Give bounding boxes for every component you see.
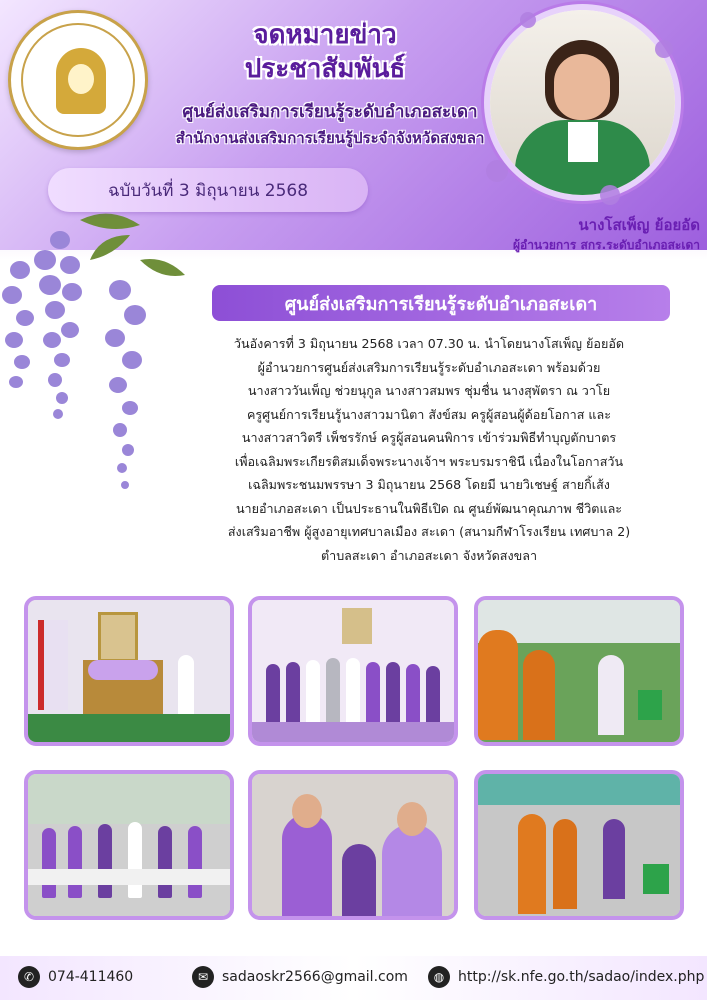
phone-icon: ✆ [18,966,40,988]
event-photo [474,770,684,920]
flower-decoration [600,185,620,205]
issue-date: ฉบับวันที่ 3 มิถุนายน 2568 [48,168,368,212]
article-line: นายอำเภอสะเดา เป็นประธานในพิธีเปิด ณ ศูนย์พัฒนาคุณภาพ ชีวิตและ [235,500,623,516]
director-name: นางโสเพ็ญ ย้อยอัด [578,216,700,234]
newsletter-title: จดหมายข่าว [253,20,397,50]
event-photo [24,596,234,746]
office-name: สำนักงานส่งเสริมการเรียนรู้ประจำจังหวัดสงขลา [175,129,485,147]
event-photo [248,770,458,920]
email-contact [192,966,408,988]
event-photo [24,770,234,920]
article-body [160,332,698,567]
director-portrait [490,10,675,195]
globe-icon: ◍ [428,966,450,988]
newsletter-title-2: ประชาสัมพันธ์ [244,54,406,84]
event-photo [474,596,684,746]
website-link[interactable]: http://sk.nfe.go.th/sadao/index.php [458,969,705,985]
director-position: ผู้อำนวยการ สกร.ระดับอำเภอสะเดา [512,238,700,252]
flower-decoration [655,40,673,58]
center-name: ศูนย์ส่งเสริมการเรียนรู้ระดับอำเภอสะเดา [182,102,478,122]
phone-contact [18,966,133,988]
article-line: ผู้อำนวยการศูนย์ส่งเสริมการเรียนรู้ระดับอำเภอสะเดา พร้อมด้วย [257,359,601,375]
article-line: ส่งเสริมอาชีพ ผู้สูงอายุเทศบาลเมือง สะเดา (สนามกีฬาโรงเรียน เทศบาล 2) [227,524,631,539]
email-address[interactable]: sadaoskr2566@gmail.com [222,969,408,985]
article-line: วันอังคารที่ 3 มิถุนายน 2568 เวลา 07.30 น. นำโดยนางโสเพ็ญ ย้อยอัด [233,336,625,351]
article-line: เฉลิมพระชนมพรรษา 3 มิถุนายน 2568 โดยมี นายวิเชษฐ์ สายกิ้เส้ง [248,477,610,492]
article-line: นางสาวสาวิตรี เพ็ชรรักษ์ ครูผู้สอนคนพิการ เข้าร่วมพิธีทำบุญตักบาตร [241,430,617,445]
contact-footer [0,956,707,1000]
article-headline: ศูนย์ส่งเสริมการเรียนรู้ระดับอำเภอสะเดา [212,285,670,321]
website-contact [428,966,704,988]
article-line: นางสาววันเพ็ญ ช่วยนุกูล นางสาวสมพร ชุ่มชื่น นางสุพัตรา ณ วาโย [247,383,611,398]
article-line: ครูศูนย์การเรียนรู้นางสาวมานิตา สังข์สม ครูผู้สอนผู้ด้อยโอกาส และ [246,406,612,422]
event-photo [248,596,458,746]
phone-number: 074-411460 [48,969,134,985]
flower-decoration [486,160,508,182]
photo-gallery [24,596,684,920]
flower-decoration [520,12,536,28]
article-line: เพื่อเฉลิมพระเกียรติสมเด็จพระนางเจ้าฯ พระบรมราชินี เนื่องในโอกาสวัน [234,453,624,469]
email-icon: ✉ [192,966,214,988]
article-line: ตำบลสะเดา อำเภอสะเดา จังหวัดสงขลา [320,547,538,563]
